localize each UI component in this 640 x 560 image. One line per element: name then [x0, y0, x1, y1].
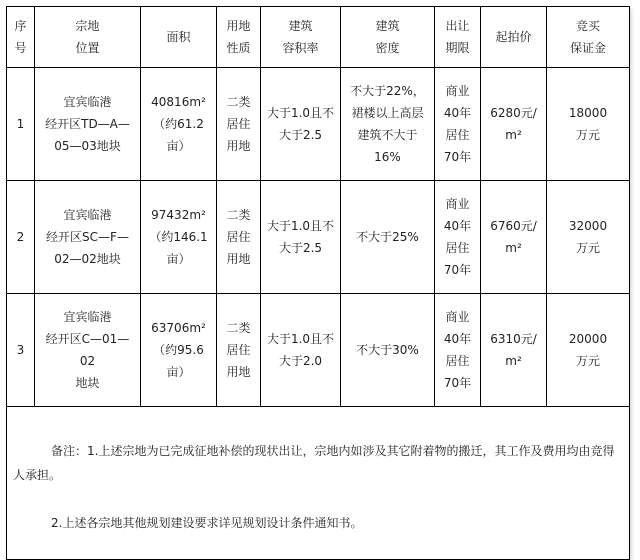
header-row — [7, 7, 630, 68]
header-term: 出让 期限 — [435, 7, 481, 68]
cell-area: 40816m² （约61.2 亩） — [141, 68, 217, 181]
cell-land-use: 二类 居住 用地 — [217, 181, 261, 294]
cell-area: 97432m² （约146.1 亩） — [141, 181, 217, 294]
cell-location: 宜宾临港 经开区TD—A— 05—03地块 — [35, 68, 141, 181]
cell-building-density: 不大于22%， 裙楼以上高层 建筑不大于 16% — [341, 68, 435, 181]
cell-no: 3 — [7, 294, 35, 407]
header-building-density: 建筑 密度 — [341, 7, 435, 68]
cell-deposit: 18000 万元 — [547, 68, 630, 181]
table-row — [7, 181, 630, 294]
cell-no: 2 — [7, 181, 35, 294]
table-row — [7, 68, 630, 181]
header-no: 序 号 — [7, 7, 35, 68]
note-1: 备注：1.上述宗地为已完成征地补偿的现状出让，宗地内如涉及其它附着物的搬迁，其工作及费用均由竞得人承担。 — [13, 444, 615, 482]
header-land-use: 用地 性质 — [217, 7, 261, 68]
cell-building-density: 不大于30% — [341, 294, 435, 407]
header-area: 面积 — [141, 7, 217, 68]
cell-floor-area-ratio: 大于1.0且不 大于2.5 — [261, 68, 341, 181]
cell-location: 宜宾临港 经开区SC—F— 02—02地块 — [35, 181, 141, 294]
cell-area: 63706m² （约95.6 亩） — [141, 294, 217, 407]
notes-row — [7, 407, 630, 560]
cell-deposit: 20000 万元 — [547, 294, 630, 407]
cell-land-use: 二类 居住 用地 — [217, 294, 261, 407]
cell-term: 商业 40年 居住 70年 — [435, 68, 481, 181]
header-location: 宗地 位置 — [35, 7, 141, 68]
cell-starting-price: 6280元/ m² — [481, 68, 547, 181]
cell-starting-price: 6310元/ m² — [481, 294, 547, 407]
header-floor-area-ratio: 建筑 容积率 — [261, 7, 341, 68]
note-2: 2.上述各宗地其他规划建设要求详见规划设计条件通知书。 — [51, 516, 363, 530]
cell-location: 宜宾临港 经开区C—01— 02 地块 — [35, 294, 141, 407]
cell-term: 商业 40年 居住 70年 — [435, 294, 481, 407]
cell-term: 商业 40年 居住 70年 — [435, 181, 481, 294]
land-auction-table — [6, 6, 630, 560]
header-starting-price: 起拍价 — [481, 7, 547, 68]
cell-deposit: 32000 万元 — [547, 181, 630, 294]
cell-land-use: 二类 居住 用地 — [217, 68, 261, 181]
cell-no: 1 — [7, 68, 35, 181]
notes-cell — [7, 407, 630, 560]
cell-building-density: 不大于25% — [341, 181, 435, 294]
cell-floor-area-ratio: 大于1.0且不 大于2.0 — [261, 294, 341, 407]
table-row — [7, 294, 630, 407]
header-deposit: 竞买 保证金 — [547, 7, 630, 68]
cell-floor-area-ratio: 大于1.0且不 大于2.5 — [261, 181, 341, 294]
cell-starting-price: 6760元/ m² — [481, 181, 547, 294]
